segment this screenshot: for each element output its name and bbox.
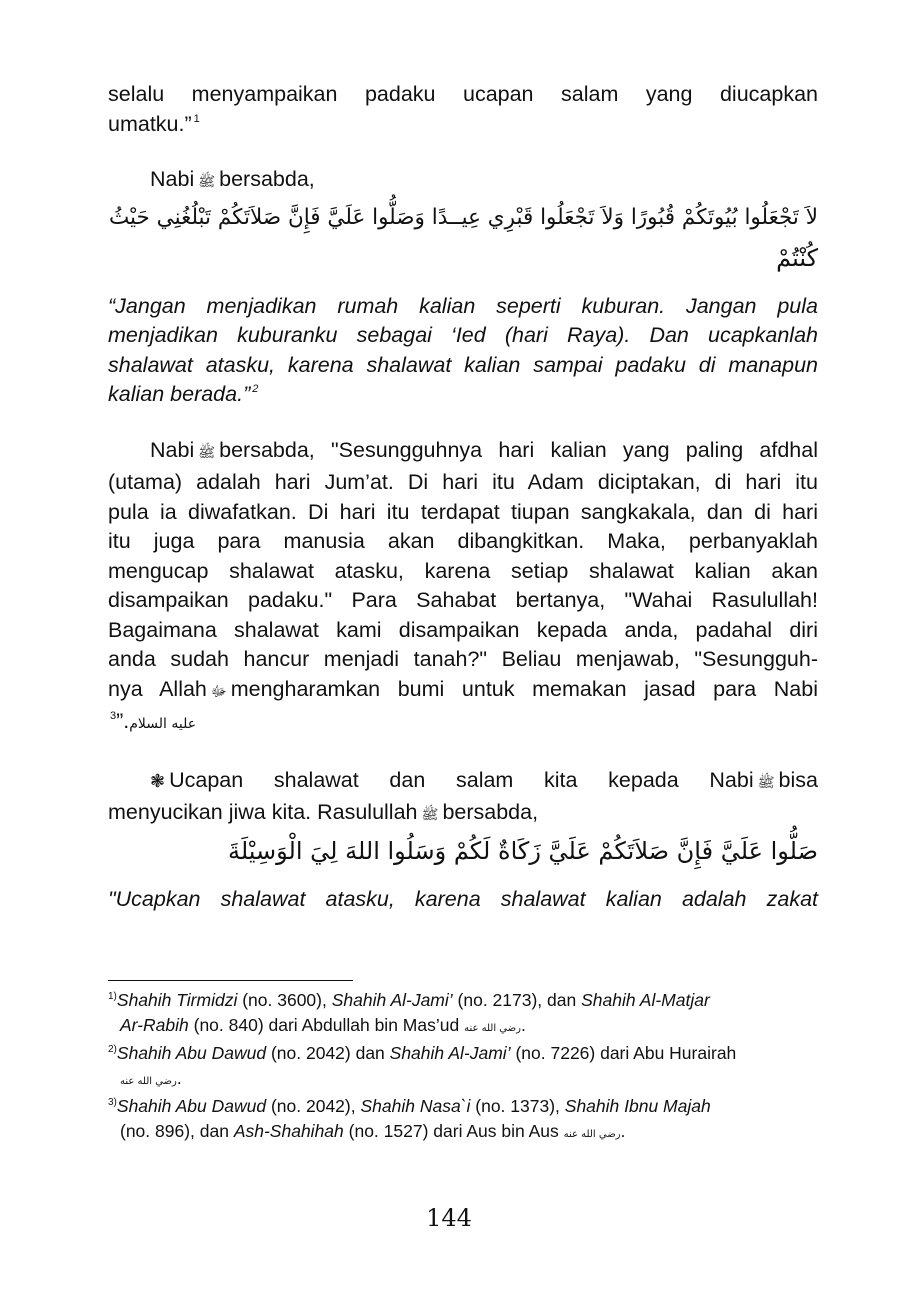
saw-honorific-icon: ﷺ — [757, 774, 775, 791]
footnote-3-line-1: $^{3)}$Shahih Abu Dawud (no. 2042), Shahih Nasa`i (no. 1373), Shahih Ibnu Majah — [108, 1096, 711, 1116]
paragraph-3-line-2: menyucikan jiwa kita. Rasulullah ﷺ bersabda, — [108, 800, 539, 824]
hadith-1-translation-line-4: kalian berada.” $^2$ — [108, 382, 259, 406]
page-number: 144 — [426, 1204, 472, 1232]
footnote-divider — [108, 980, 353, 981]
hadith-1-arabic-line-2: كُنْتُمْ — [776, 243, 818, 272]
hadith-1-translation-line-3: shalawat atasku, karena shalawat kalian sampai padaku di manapun — [108, 352, 818, 377]
footnote-1-line-1: $^{1)}$Shahih Tirmidzi (no. 3600), Shahih Al-Jami’ (no. 2173), dan Shahih Al-Matjar — [108, 990, 710, 1010]
paragraph-1-line-1: selalu menyampaikan padaku ucapan salam yang diucapkan — [108, 82, 818, 106]
paragraph-2-line: anda sudah hancur menjadi tanah?" Beliau menjawab, "Sesungguh- — [108, 647, 818, 671]
page-body — [108, 80, 818, 914]
alaihissalam-honorific-icon: عليه السلام — [129, 716, 197, 732]
saw-honorific-icon: ﷺ — [198, 174, 216, 190]
footnotes — [108, 988, 820, 1147]
hadith-1-translation-line-1: “Jangan menjadikan rumah kalian seperti kuburan. Jangan pula — [108, 293, 818, 318]
footnote-ref-2: 2 — [252, 383, 259, 395]
paragraph-2-line: pula ia diwafatkan. Di hari itu terdapat tiupan sangkakala, dan di hari — [108, 499, 818, 524]
paragraph-2-line: mengucap shalawat atasku, karena setiap shalawat kalian akan — [108, 558, 818, 583]
paragraph-2-line: disampaikan padaku." Para Sahabat bertanya, "Wahai Rasulullah! — [108, 588, 818, 612]
hadith-1-intro: Nabi ﷺ bersabda, — [150, 167, 315, 191]
footnote-2-line-1: $^{2)}$Shahih Abu Dawud (no. 2042) dan Shahih Al-Jami’ (no. 7226) dari Abu Hurairah — [108, 1043, 737, 1063]
paragraph-2-line-1: Nabi ﷺ bersabda, "Sesungguhnya hari kalian yang paling afdhal — [150, 437, 818, 462]
radhiyallahu-anhu-icon: رضي الله عنه — [464, 1023, 521, 1034]
paragraph-2-end: عليه السلام.”$^3$ — [110, 709, 197, 733]
paragraph-2-line: (utama) adalah hari Jum’at. Di hari itu Adam diciptakan, di hari itu — [108, 470, 818, 494]
saw-honorific-icon: ﷺ — [421, 807, 439, 823]
paragraph-2-line: itu juga para manusia akan dibangkitkan. Maka, perbanyaklah — [108, 529, 818, 553]
footnote-ref-3: 3 — [110, 710, 117, 722]
radhiyallahu-anhu-icon: رضي الله عنه — [563, 1129, 621, 1140]
hadith-1-arabic-line-1: لاَ تَجْعَلُوا بُيُوتَكُمْ قُبُورًا وَلاَ تَجْعَلُوا قَبْرِي عِيــدًا وَصَلُّوا عَلَيَّ فَإِنَّ صَلاَتَكُمْ تَبْلُغُنِي حَيْثُ — [108, 204, 818, 230]
paragraph-1-line-2: umatku.” $^1$ — [108, 111, 200, 136]
swt-honorific-icon: ﷻ — [210, 683, 227, 700]
flower-bullet-icon: ❃ — [150, 770, 166, 792]
hadith-1-translation-line-2: menjadikan kuburanku sebagai ‘Ied (hari Raya). Dan ucapkanlah — [108, 323, 818, 347]
footnote-3-line-2: (no. 896), dan Ash-Shahihah (no. 1527) dari Aus bin Aus رضي الله عنه. — [120, 1121, 626, 1141]
paragraph-3-line-1: ❃ Ucapan shalawat dan salam kita kepada Nabi ﷺ bisa — [150, 767, 818, 792]
hadith-2-arabic: صَلُّوا عَلَيَّ فَإِنَّ صَلاَتَكُمْ عَلَيَّ زَكَاةٌ لَكُمْ وَسَلُوا اللهَ لِيَ الْوَسِيْلَةَ — [227, 836, 818, 865]
footnote-ref-1: 1 — [193, 112, 200, 125]
footnote-2-line-2: رضي الله عنه. — [120, 1068, 182, 1088]
paragraph-2-allah-line: nya Allah ﷻ mengharamkan bumi untuk memakan jasad para Nabi — [108, 676, 818, 701]
hadith-2-translation-start: "Ucapkan shalawat atasku, karena shalawat kalian adalah zakat — [108, 886, 818, 911]
footnote-1-line-2: Ar-Rabih (no. 840) dari Abdullah bin Mas’ud رضي الله عنه. — [120, 1015, 526, 1035]
paragraph-2-line: Bagaimana shalawat kami disampaikan kepada anda, padahal diri — [108, 617, 818, 642]
saw-honorific-icon: ﷺ — [198, 444, 216, 461]
radhiyallahu-anhu-icon: رضي الله عنه — [120, 1076, 177, 1087]
